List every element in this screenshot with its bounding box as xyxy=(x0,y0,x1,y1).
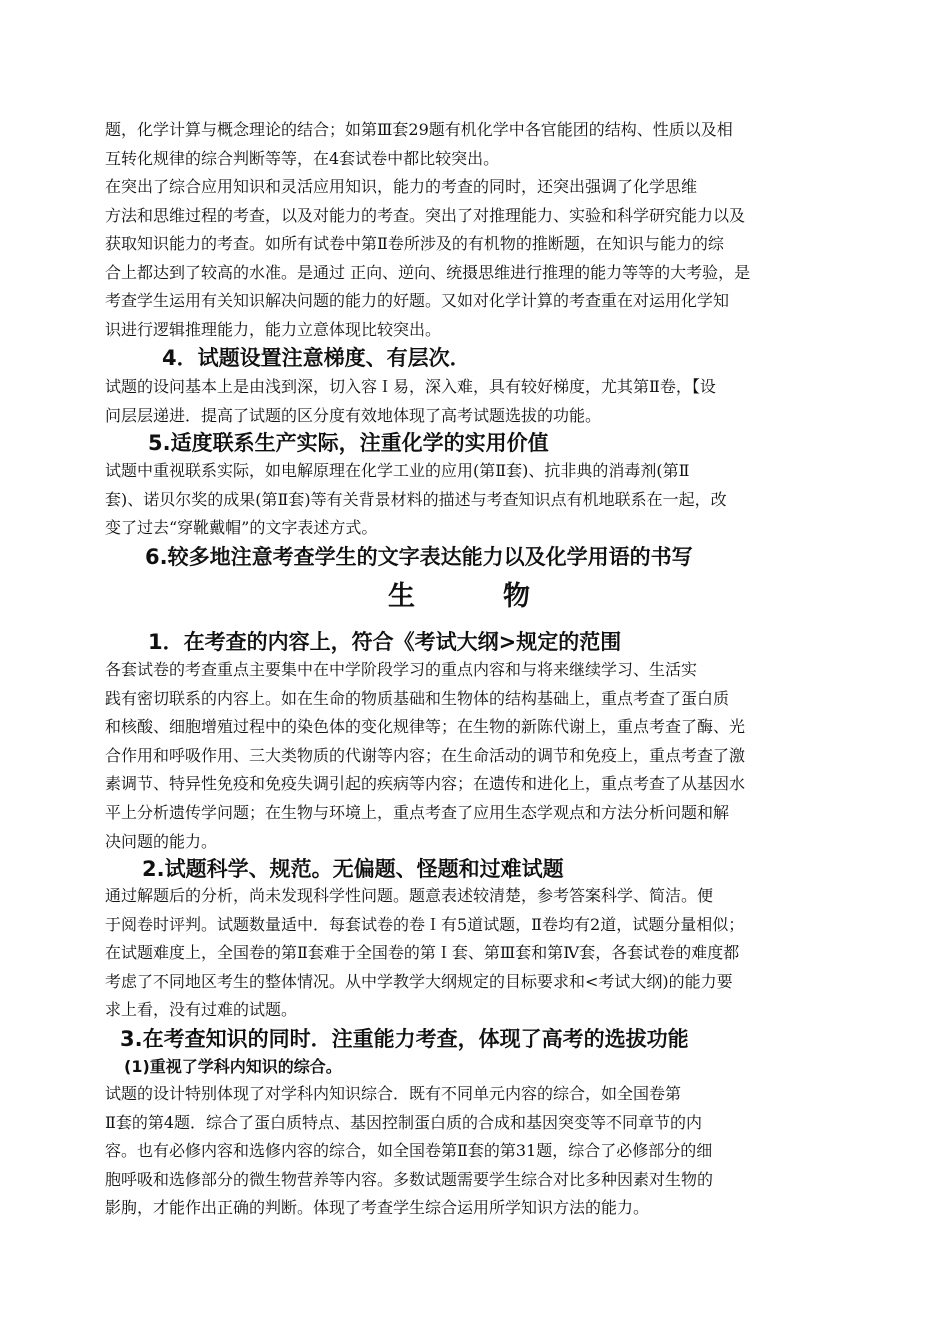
text-line: 识进行逻辑推理能力，能力立意体现比较突出。 xyxy=(105,319,442,339)
paragraph-bio-integration xyxy=(105,1080,850,1223)
text-line: 试题的设计特别体现了对学科内知识综合．既有不同单元内容的综合，如全国卷第 xyxy=(105,1084,682,1103)
text-line: 题，化学计算与概念理论的结合；如第Ⅲ套29题有机化学中各官能团的结构、性质以及相 xyxy=(105,120,733,139)
subheading-bio-integration: (1)重视了学科内知识的综合。 xyxy=(124,1057,342,1076)
section-title-biology: 生物 xyxy=(388,581,618,612)
heading-practical-value: 5.适度联系生产实际，注重化学的实用价值 xyxy=(148,431,549,455)
text-line: 试题的设问基本上是由浅到深，切入容Ｉ易，深入难，具有较好梯度，尤其第Ⅱ卷，【设 xyxy=(105,377,716,396)
text-line: 获取知识能力的考查。如所有试卷中第Ⅱ卷所涉及的有机物的推断题，在知识与能力的综 xyxy=(105,234,724,254)
text-line: 素调节、特异性免疫和免疫失调引起的疾病等内容；在遗传和进化上，重点考查了从基因水 xyxy=(105,774,746,794)
text-line: 决问题的能力。 xyxy=(105,831,218,851)
text-line: 于阅卷时评判。试题数量适中．每套试卷的卷Ｉ有5道试题，Ⅱ卷均有2道，试题分量相似； xyxy=(105,914,745,934)
text-line: 套)、诺贝尔奖的成果(第Ⅱ套)等有关背景材料的描述与考查知识点有机地联系在一起，改 xyxy=(105,489,727,509)
paragraph-ability-emphasis xyxy=(105,173,850,345)
paragraph-bio-scientific xyxy=(105,882,850,1025)
text-line: 践有密切联系的内容上。如在生命的物质基础和生物体的结构基础上，重点考查了蛋白质 xyxy=(105,688,730,708)
text-line: 和核酸、细胞增殖过程中的染色体的变化规律等；在生物的新陈代谢上，重点考查了酶、光 xyxy=(105,717,746,737)
paragraph-bio-scope xyxy=(105,656,850,856)
text-line: 影朐，才能作出正确的判断。体现了考查学生综合运用所学知识方法的能力。 xyxy=(105,1198,650,1218)
text-line: 互转化规律的综合判断等等，在4套试卷中都比较突出。 xyxy=(105,148,500,168)
paragraph-practical-value xyxy=(105,457,850,543)
text-line: 考查学生运用有关知识解决问题的能力的好题。又如对化学计算的考查重在对运用化学知 xyxy=(105,291,730,311)
text-line: 在突出了综合应用知识和灵活应用知识，能力的考查的同时，还突出强调了化学思维 xyxy=(105,177,698,196)
text-line: 容。也有必修内容和选修内容的综合，如全国卷第Ⅱ套的第31题，综合了必修部分的细 xyxy=(105,1141,713,1161)
heading-bio-scope: 1．在考查的内容上，符合《考试大纲>规定的范围 xyxy=(148,630,622,654)
text-line: 合作用和呼吸作用、三大类物质的代谢等内容；在生命活动的调节和免疫上，重点考查了激 xyxy=(105,745,746,765)
text-line: 胞呼吸和选修部分的微生物营养等内容。多数试题需要学生综合对比多种因素对生物的 xyxy=(105,1169,714,1189)
text-line: 变了过去“穿靴戴帽”的文字表述方式。 xyxy=(105,518,378,538)
heading-gradient: 4．试题设置注意梯度、有层次． xyxy=(162,346,471,370)
heading-bio-ability: 3.在考查知识的同时．注重能力考查，体现了高考的选拔功能 xyxy=(120,1027,689,1051)
heading-bio-scientific: 2.试题科学、规范。无偏题、怪题和过难试题 xyxy=(142,857,564,881)
text-line: 考虑了不同地区考生的整体情况。从中学教学大纲规定的目标要求和<考试大纲)的能力要 xyxy=(105,971,733,991)
heading-expression-ability: 6.较多地注意考查学生的文字表达能力以及化学用语的书写 xyxy=(145,545,693,569)
text-line: 在试题难度上，全国卷的第Ⅱ套难于全国卷的第Ｉ套、第Ⅲ套和第Ⅳ套，各套试卷的难度都 xyxy=(105,943,740,963)
text-line: 方法和思维过程的考查，以及对能力的考查。突出了对推理能力、实验和科学研究能力以及 xyxy=(105,205,746,225)
text-line: Ⅱ套的第4题．综合了蛋白质特点、基因控制蛋白质的合成和基因突变等不同章节的内 xyxy=(105,1112,703,1132)
text-line: 平上分析遗传学问题；在生物与环境上，重点考查了应用生态学观点和方法分析问题和解 xyxy=(105,802,730,822)
text-line: 试题中重视联系实际，如电解原理在化学工业的应用(第Ⅱ套)、抗非典的消毒剂(第Ⅱ xyxy=(105,461,690,480)
text-line: 合上都达到了较高的水准。是通过 正向、逆向、统摄思维进行推理的能力等等的大考验，是 xyxy=(105,262,751,282)
text-line: 各套试卷的考查重点主要集中在中学阶段学习的重点内容和与将来继续学习、生活实 xyxy=(105,660,698,679)
text-line: 通过解题后的分析，尚未发现科学性问题。题意表述较清楚，参考答案科学、简洁。便 xyxy=(105,886,714,905)
text-line: 求上看，没有过难的试题。 xyxy=(105,1000,298,1020)
text-line: 问层层递进．提高了试题的区分度有效地体现了高考试题选拔的功能。 xyxy=(105,405,602,425)
paragraph-gradient xyxy=(105,373,850,430)
paragraph-chemistry-intro-end xyxy=(105,116,850,173)
